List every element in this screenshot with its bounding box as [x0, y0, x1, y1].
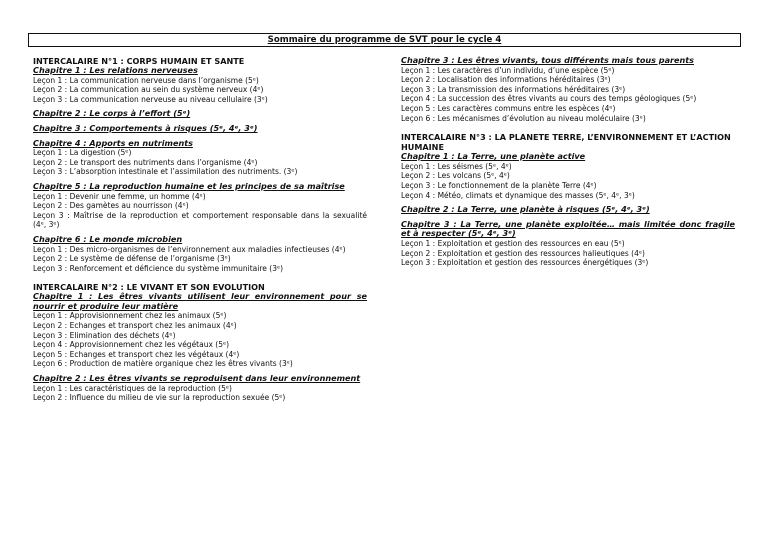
- lesson-item: Leçon 1 : Les caractéristiques de la reproduction (5ᵉ): [33, 383, 232, 393]
- lesson-item: Leçon 3 : Maîtrise de la reproduction et comportement responsable dans la sexualité (4ᵉ, 3ᵉ): [33, 210, 367, 230]
- chapter-heading: Chapitre 1 : Les relations nerveuses: [33, 65, 198, 75]
- lesson-item: Leçon 6 : Les mécanismes d’évolution au niveau moléculaire (3ᵉ): [401, 113, 646, 123]
- lesson-item: Leçon 3 : Elimination des déchets (4ᵉ): [33, 330, 176, 340]
- lesson-item: Leçon 1 : Les caractères d’un individu, d’une espèce (5ᵉ): [401, 65, 615, 75]
- lesson-item: Leçon 2 : Le transport des nutriments dans l’organisme (4ᵉ): [33, 157, 258, 167]
- chapter-heading: Chapitre 4 : Apports en nutriments: [33, 137, 193, 148]
- chapter-heading: Chapitre 1 : Les êtres vivants utilisent leur environnement pour se nourrir et produire leur matière: [33, 291, 367, 311]
- lesson-item: Leçon 2 : Echanges et transport chez les animaux (4ᵉ): [33, 321, 237, 331]
- lesson-item: Leçon 2 : Localisation des informations héréditaires (3ᵉ): [401, 75, 611, 85]
- lesson-item: Leçon 3 : Renforcement et déficience du système immunitaire (3ᵉ): [33, 263, 284, 273]
- lesson-item: Leçon 3 : Exploitation et gestion des ressources énergétiques (3ᵉ): [401, 258, 649, 268]
- lesson-item: Leçon 1 : Les séismes (5ᵉ, 4ᵉ): [401, 161, 512, 171]
- lesson-item: Leçon 4 : La succession des êtres vivants au cours des temps géologiques (5ᵉ): [401, 94, 697, 104]
- lesson-item: Leçon 5 : Echanges et transport chez les végétaux (4ᵉ): [33, 349, 240, 359]
- lesson-item: Leçon 2 : Le système de défense de l’organisme (3ᵉ): [33, 254, 231, 264]
- lesson-item: Leçon 2 : La communication au sein du système nerveux (4ᵉ): [33, 85, 264, 95]
- lesson-item: Leçon 4 : Météo, climats et dynamique des masses (5ᵉ, 4ᵉ, 3ᵉ): [401, 190, 635, 200]
- lesson-item: Leçon 1 : La communication nerveuse dans l’organisme (5ᵉ): [33, 75, 259, 85]
- section-heading: INTERCALAIRE N°3 : LA PLANETE TERRE, L’ENVIRONNEMENT ET L’ACTION HUMAINE: [401, 132, 731, 153]
- lesson-item: Leçon 3 : Le fonctionnement de la planète Terre (4ᵉ): [401, 180, 597, 190]
- chapter-heading: Chapitre 3 : La Terre, une planète exploitée… mais limitée donc fragile et à respecter (5ᵉ, 4ᵉ, 3ᵉ): [401, 218, 735, 239]
- chapter-heading: Chapitre 5 : La reproduction humaine et les principes de sa maîtrise: [33, 180, 345, 191]
- lesson-item: Leçon 1 : Des micro-organismes de l’environnement aux maladies infectieuses (4ᵉ): [33, 244, 346, 254]
- lesson-item: Leçon 1 : Approvisionnement chez les animaux (5ᵉ): [33, 311, 227, 321]
- left-column: [33, 56, 367, 403]
- lesson-item: Leçon 1 : La digestion (5ᵉ): [33, 148, 132, 158]
- section-heading: INTERCALAIRE N°1 : CORPS HUMAIN ET SANTE: [33, 56, 245, 66]
- lesson-item: Leçon 6 : Production de matière organique chez les êtres vivants (3ᵉ): [33, 359, 293, 369]
- chapter-heading: Chapitre 2 : La Terre, une planète à risques (5ᵉ, 4ᵉ, 3ᵉ): [401, 204, 650, 215]
- chapter-heading: Chapitre 3 : Les êtres vivants, tous différents mais tous parents: [401, 55, 694, 65]
- lesson-item: Leçon 3 : La transmission des informations héréditaires (3ᵉ): [401, 84, 626, 94]
- lesson-item: Leçon 2 : Les volcans (5ᵉ, 4ᵉ): [401, 171, 510, 181]
- chapter-heading: Chapitre 6 : Le monde microbien: [33, 233, 183, 244]
- lesson-item: Leçon 2 : Exploitation et gestion des ressources halieutiques (4ᵉ): [401, 248, 645, 258]
- lesson-item: Leçon 1 : Devenir une femme, un homme (4ᵉ): [33, 191, 206, 201]
- lesson-item: Leçon 2 : Influence du milieu de vie sur la reproduction sexuée (5ᵉ): [33, 393, 286, 403]
- chapter-heading: Chapitre 2 : Le corps à l’effort (5ᵉ): [33, 108, 191, 119]
- right-column: [401, 56, 735, 268]
- lesson-item: Leçon 3 : L’absorption intestinale et l’assimilation des nutriments. (3ᵉ): [33, 167, 298, 177]
- lesson-item: Leçon 2 : Des gamètes au nourrisson (4ᵉ): [33, 201, 189, 211]
- page-title: Sommaire du programme de SVT pour le cycle 4: [267, 35, 502, 45]
- chapter-heading: Chapitre 2 : Les êtres vivants se reproduisent dans leur environnement: [33, 373, 361, 384]
- title-box: [28, 33, 741, 47]
- lesson-item: Leçon 4 : Approvisionnement chez les végétaux (5ᵉ): [33, 340, 230, 350]
- lesson-item: Leçon 3 : La communication nerveuse au niveau cellulaire (3ᵉ): [33, 94, 268, 104]
- section-heading: INTERCALAIRE N°2 : LE VIVANT ET SON EVOLUTION: [33, 282, 265, 293]
- lesson-item: Leçon 5 : Les caractères communs entre les espèces (4ᵉ): [401, 103, 616, 113]
- chapter-heading: Chapitre 3 : Comportements à risques (5ᵉ, 4ᵉ, 3ᵉ): [33, 122, 258, 133]
- chapter-heading: Chapitre 1 : La Terre, une planète active: [401, 151, 586, 162]
- lesson-item: Leçon 1 : Exploitation et gestion des ressources en eau (5ᵉ): [401, 238, 625, 248]
